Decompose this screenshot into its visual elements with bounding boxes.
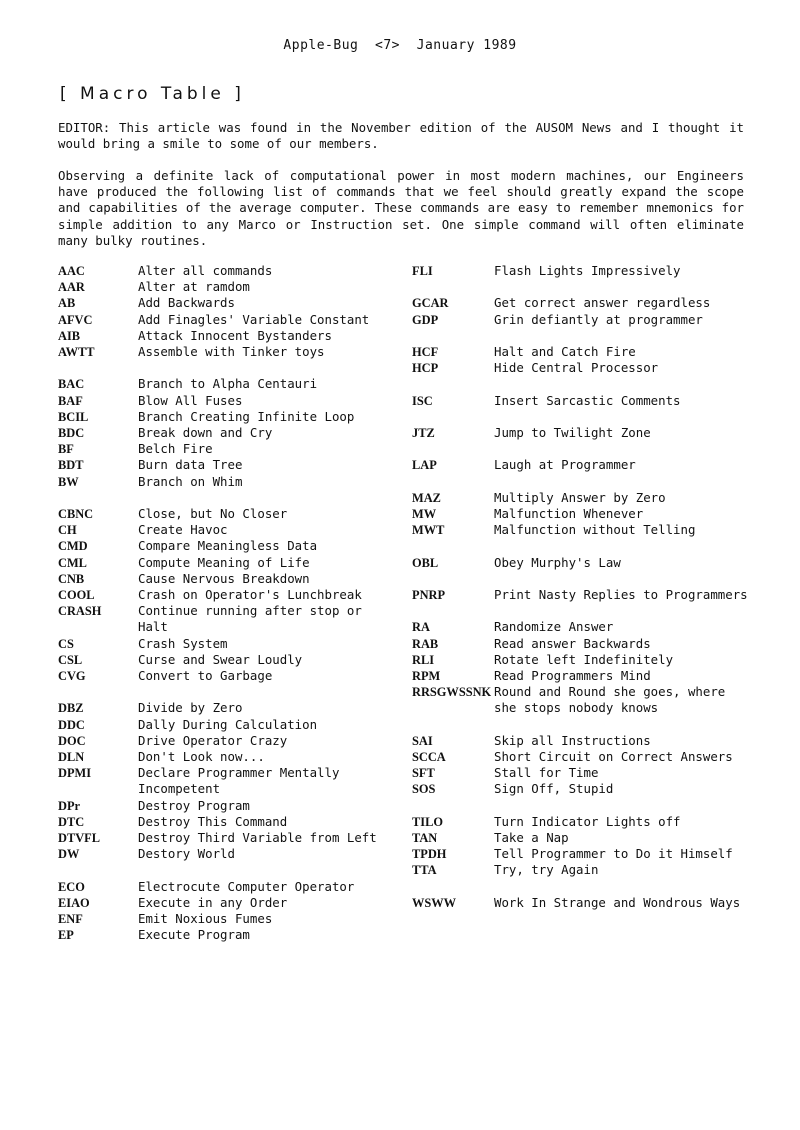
macro-code: RLI bbox=[412, 652, 435, 667]
macro-code: RA bbox=[412, 620, 430, 635]
macro-code: CVG bbox=[58, 669, 86, 684]
macro-code: BAC bbox=[58, 377, 85, 392]
macro-code: DPMI bbox=[58, 766, 92, 781]
macro-entry bbox=[58, 474, 388, 490]
macro-entry bbox=[58, 846, 388, 862]
macro-entry bbox=[58, 636, 388, 652]
macro-entry bbox=[412, 749, 752, 765]
macro-entry bbox=[58, 538, 388, 554]
macro-code: AAC bbox=[58, 264, 85, 278]
macro-code: AB bbox=[58, 296, 76, 311]
macro-entry bbox=[58, 328, 388, 344]
macro-code: AAR bbox=[58, 280, 85, 295]
macro-code: ENF bbox=[58, 912, 83, 927]
macro-code: DTC bbox=[58, 814, 85, 829]
macro-entry bbox=[58, 668, 388, 684]
macro-meaning: Close, but No Closer bbox=[138, 506, 288, 522]
macro-entry bbox=[412, 781, 752, 797]
macro-meaning: Branch on Whim bbox=[138, 473, 243, 489]
macro-entry bbox=[412, 895, 752, 911]
macro-code: JTZ bbox=[412, 425, 435, 440]
macro-entry bbox=[412, 619, 752, 635]
macro-meaning: Multiply Answer by Zero bbox=[494, 489, 666, 505]
macro-entry bbox=[58, 749, 388, 765]
macro-meaning: Stall for Time bbox=[494, 765, 599, 781]
macro-meaning: Read Programmers Mind bbox=[494, 667, 651, 683]
macro-entry bbox=[412, 312, 752, 328]
macro-code: BAF bbox=[58, 393, 83, 408]
macro-code: DOC bbox=[58, 733, 86, 748]
macro-code: FLI bbox=[412, 264, 433, 278]
macro-entry bbox=[412, 360, 752, 376]
macro-code: GDP bbox=[412, 312, 439, 327]
macro-code: BCIL bbox=[58, 409, 89, 424]
macro-code: AIB bbox=[58, 328, 81, 343]
macro-code: CNB bbox=[58, 571, 85, 586]
macro-code: TILO bbox=[412, 814, 443, 829]
macro-code: CSL bbox=[58, 652, 83, 667]
macro-entry bbox=[58, 393, 388, 409]
macro-meaning: Round and Round she goes, where she stops nobody knows bbox=[494, 684, 726, 716]
macro-entry bbox=[58, 571, 388, 587]
macro-entry bbox=[412, 506, 752, 522]
macro-entry bbox=[412, 344, 752, 360]
macro-meaning: Compare Meaningless Data bbox=[138, 538, 318, 554]
macro-entry bbox=[58, 700, 388, 716]
macro-code: CRASH bbox=[58, 604, 102, 619]
macro-meaning: Skip all Instructions bbox=[494, 732, 651, 748]
macro-entry bbox=[58, 409, 388, 425]
macro-entry bbox=[58, 652, 388, 668]
macro-meaning: Emit Noxious Fumes bbox=[138, 911, 273, 927]
macro-code: AFVC bbox=[58, 312, 93, 327]
macro-entry bbox=[58, 879, 388, 895]
macro-code: DBZ bbox=[58, 701, 84, 716]
macro-entry bbox=[412, 522, 752, 538]
macro-code: EP bbox=[58, 928, 74, 943]
macro-entry bbox=[412, 652, 752, 668]
macro-code: SFT bbox=[412, 766, 435, 781]
macro-meaning: Compute Meaning of Life bbox=[138, 554, 310, 570]
macro-meaning: Randomize Answer bbox=[494, 619, 614, 635]
page-header: Apple-Bug <7> January 1989 bbox=[283, 38, 517, 53]
macro-meaning: Branch to Alpha Centauri bbox=[138, 376, 318, 392]
macro-entry bbox=[58, 733, 388, 749]
macro-meaning: Crash System bbox=[138, 635, 228, 651]
macro-entry bbox=[58, 587, 388, 603]
macro-meaning: Grin defiantly at programmer bbox=[494, 311, 703, 327]
macro-entry bbox=[58, 765, 388, 797]
macro-entry bbox=[58, 295, 388, 311]
macro-entry bbox=[58, 506, 388, 522]
macro-entry bbox=[412, 457, 752, 473]
macro-entry bbox=[58, 312, 388, 328]
macro-code: GCAR bbox=[412, 296, 449, 311]
macro-entry bbox=[412, 636, 752, 652]
macro-code: CML bbox=[58, 555, 87, 570]
macro-entry bbox=[412, 765, 752, 781]
macro-code: TAN bbox=[412, 830, 438, 845]
macro-meaning: Turn Indicator Lights off bbox=[494, 813, 681, 829]
macro-code: CH bbox=[58, 523, 77, 538]
macro-meaning: Burn data Tree bbox=[138, 457, 243, 473]
macro-entry bbox=[412, 846, 752, 862]
macro-code: CBNC bbox=[58, 507, 94, 522]
macro-meaning: Take a Nap bbox=[494, 829, 569, 845]
macro-code: BF bbox=[58, 442, 74, 457]
macro-meaning: Blow All Fuses bbox=[138, 392, 243, 408]
macro-code: COOL bbox=[58, 588, 95, 603]
macro-code: DTVFL bbox=[58, 831, 100, 846]
macro-meaning: Laugh at Programmer bbox=[494, 457, 636, 473]
macro-meaning: Declare Programmer Mentally Incompetent bbox=[138, 765, 340, 797]
macro-meaning: Destroy Program bbox=[138, 797, 250, 813]
macro-code: BDC bbox=[58, 426, 85, 441]
macro-entry bbox=[412, 862, 752, 878]
macro-meaning: Destory World bbox=[138, 846, 235, 862]
macro-code: DW bbox=[58, 847, 80, 862]
macro-meaning: Alter at ramdom bbox=[138, 279, 250, 295]
macro-entry bbox=[412, 684, 752, 716]
macro-entry bbox=[58, 457, 388, 473]
macro-meaning: Alter all commands bbox=[138, 263, 273, 278]
macro-meaning: Belch Fire bbox=[138, 441, 213, 457]
macro-code: MW bbox=[412, 506, 437, 521]
macro-meaning: Break down and Cry bbox=[138, 425, 273, 441]
macro-code: SAI bbox=[412, 733, 433, 748]
macro-code: MAZ bbox=[412, 490, 441, 505]
macro-meaning: Short Circuit on Correct Answers bbox=[494, 748, 733, 764]
macro-code: DLN bbox=[58, 750, 85, 765]
macro-entry bbox=[58, 441, 388, 457]
macro-meaning: Add Backwards bbox=[138, 295, 235, 311]
macro-meaning: Obey Murphy's Law bbox=[494, 554, 621, 570]
macro-entry bbox=[58, 717, 388, 733]
macro-code: PNRP bbox=[412, 587, 446, 602]
macro-entry bbox=[412, 830, 752, 846]
macro-meaning: Hide Central Processor bbox=[494, 360, 659, 376]
macro-code: SCCA bbox=[412, 749, 446, 764]
macro-code: CS bbox=[58, 636, 74, 651]
macro-entry bbox=[58, 603, 388, 635]
macro-code: SOS bbox=[412, 782, 436, 797]
macro-code: DPr bbox=[58, 798, 81, 813]
macro-entry bbox=[412, 393, 752, 409]
macro-code: TPDH bbox=[412, 847, 447, 862]
macro-meaning: Rotate left Indefinitely bbox=[494, 651, 674, 667]
macro-meaning: Crash on Operator's Lunchbreak bbox=[138, 587, 362, 603]
macro-entry bbox=[58, 814, 388, 830]
article-title: [ Macro Table ] bbox=[60, 84, 245, 104]
macro-entry bbox=[412, 733, 752, 749]
macro-meaning: Malfunction without Telling bbox=[494, 522, 696, 538]
macro-meaning: Continue running after stop or Halt bbox=[138, 603, 362, 635]
macro-meaning: Add Finagles' Variable Constant bbox=[138, 311, 370, 327]
macro-meaning: Cause Nervous Breakdown bbox=[138, 570, 310, 586]
macro-code: RRSGWSSNK bbox=[412, 685, 492, 700]
macro-code: AWTT bbox=[58, 345, 95, 360]
macro-meaning: Jump to Twilight Zone bbox=[494, 424, 651, 440]
macro-entry bbox=[412, 295, 752, 311]
macro-code: ISC bbox=[412, 393, 433, 408]
macro-meaning: Curse and Swear Loudly bbox=[138, 651, 303, 667]
macro-entry bbox=[58, 522, 388, 538]
macro-meaning: Sign Off, Stupid bbox=[494, 781, 614, 797]
intro-paragraph: Observing a definite lack of computational power in most modern machines, our Engineers have produced the following list of commands that we feel should greatly expand the scope and capabilities of the average computer. These commands are easy to remember mnemonics for simple addition to any Marco or Instruction set. One simple command will often eliminate many bulky routines. bbox=[58, 168, 744, 248]
macro-meaning: Execute in any Order bbox=[138, 894, 288, 910]
macro-meaning: Tell Programmer to Do it Himself bbox=[494, 846, 733, 862]
macro-meaning: Flash Lights Impressively bbox=[494, 263, 681, 278]
macro-entry bbox=[58, 798, 388, 814]
macro-meaning: Halt and Catch Fire bbox=[494, 343, 636, 359]
macro-meaning: Create Havoc bbox=[138, 522, 228, 538]
macro-entry bbox=[412, 668, 752, 684]
macro-entry bbox=[58, 344, 388, 360]
macro-entry bbox=[58, 376, 388, 392]
macro-meaning: Execute Program bbox=[138, 927, 250, 943]
macro-entry bbox=[58, 830, 388, 846]
macro-meaning: Branch Creating Infinite Loop bbox=[138, 408, 355, 424]
macro-meaning: Don't Look now... bbox=[138, 749, 265, 765]
macro-code: MWT bbox=[412, 523, 445, 538]
macro-code: ECO bbox=[58, 879, 85, 894]
macro-meaning: Get correct answer regardless bbox=[494, 295, 711, 311]
macro-meaning: Attack Innocent Bystanders bbox=[138, 327, 332, 343]
macro-meaning: Malfunction Whenever bbox=[494, 505, 644, 521]
macro-list-right bbox=[412, 263, 752, 911]
macro-entry bbox=[412, 263, 752, 279]
macro-entry bbox=[412, 425, 752, 441]
macro-code: CMD bbox=[58, 539, 88, 554]
macro-code: DDC bbox=[58, 717, 85, 732]
macro-meaning: Electrocute Computer Operator bbox=[138, 878, 355, 894]
macro-code: BDT bbox=[58, 458, 84, 473]
macro-entry bbox=[58, 263, 388, 279]
macro-meaning: Divide by Zero bbox=[138, 700, 243, 716]
macro-code: HCF bbox=[412, 344, 439, 359]
macro-entry bbox=[58, 927, 388, 943]
macro-code: HCP bbox=[412, 361, 439, 376]
macro-entry bbox=[58, 555, 388, 571]
macro-meaning: Convert to Garbage bbox=[138, 668, 273, 684]
macro-meaning: Try, try Again bbox=[494, 862, 599, 878]
macro-meaning: Insert Sarcastic Comments bbox=[494, 392, 681, 408]
macro-code: LAP bbox=[412, 458, 437, 473]
macro-entry bbox=[58, 895, 388, 911]
editor-note: EDITOR: This article was found in the November edition of the AUSOM News and I thought it would bring a smile to some of our members. bbox=[58, 120, 744, 152]
macro-entry bbox=[412, 555, 752, 571]
macro-entry bbox=[58, 911, 388, 927]
macro-code: WSWW bbox=[412, 895, 457, 910]
macro-code: RAB bbox=[412, 636, 439, 651]
macro-list-left bbox=[58, 263, 388, 943]
macro-meaning: Print Nasty Replies to Programmers bbox=[494, 586, 748, 602]
macro-meaning: Drive Operator Crazy bbox=[138, 732, 288, 748]
macro-entry bbox=[412, 587, 752, 603]
macro-entry bbox=[412, 490, 752, 506]
macro-meaning: Read answer Backwards bbox=[494, 635, 651, 651]
macro-code: EIAO bbox=[58, 895, 90, 910]
macro-entry bbox=[412, 814, 752, 830]
macro-code: BW bbox=[58, 474, 79, 489]
macro-entry bbox=[58, 425, 388, 441]
macro-code: TTA bbox=[412, 863, 437, 878]
macro-entry bbox=[58, 279, 388, 295]
macro-meaning: Destroy Third Variable from Left bbox=[138, 830, 377, 846]
macro-meaning: Work In Strange and Wondrous Ways bbox=[494, 894, 741, 910]
macro-code: RPM bbox=[412, 668, 441, 683]
macro-code: OBL bbox=[412, 555, 439, 570]
macro-meaning: Assemble with Tinker toys bbox=[138, 344, 325, 360]
macro-meaning: Destroy This Command bbox=[138, 813, 288, 829]
macro-meaning: Dally During Calculation bbox=[138, 716, 318, 732]
